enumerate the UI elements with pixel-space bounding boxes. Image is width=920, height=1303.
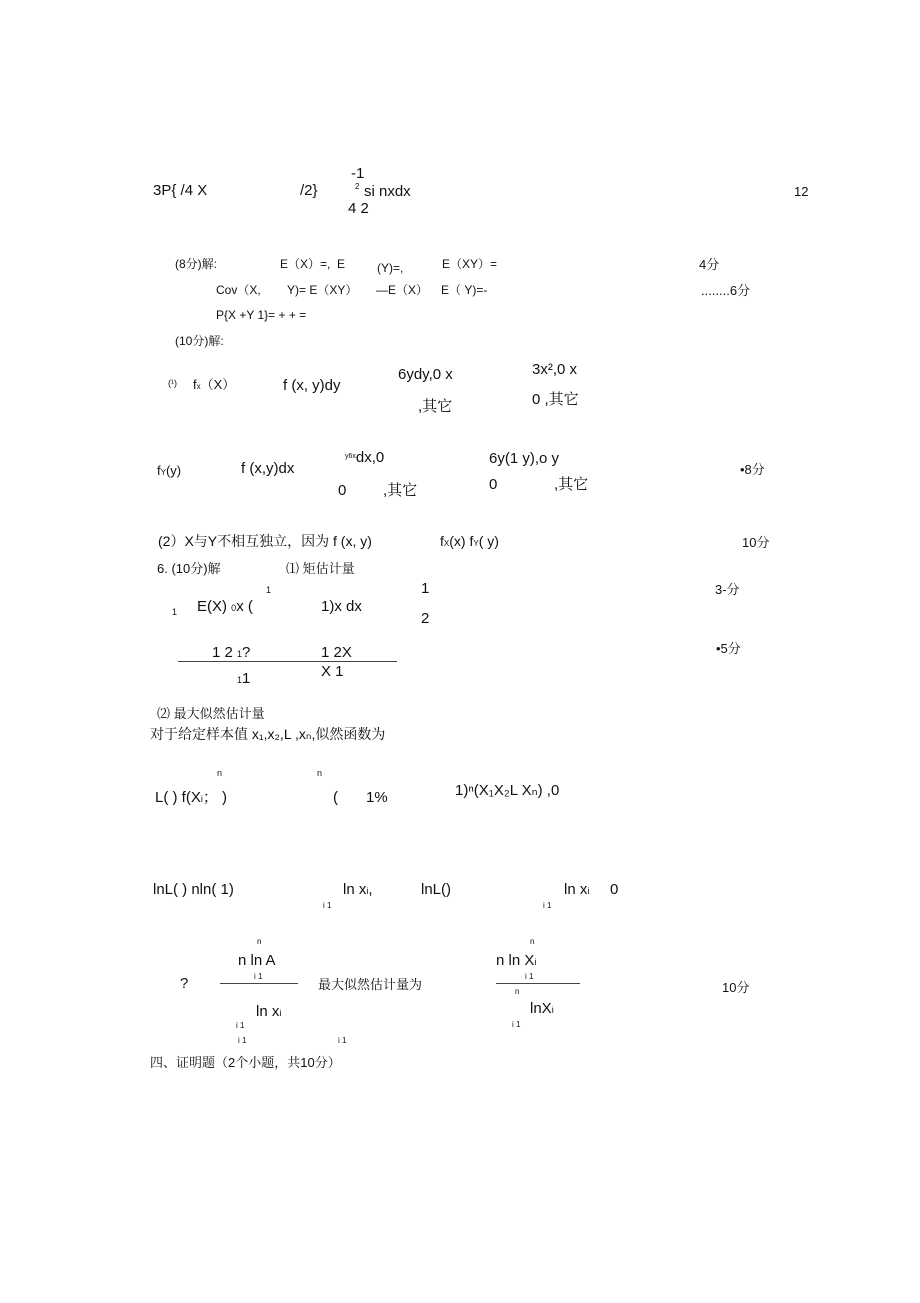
q6-likelihood-right: 1)ⁿ(X₁X₂L Xₙ) ,0: [455, 782, 560, 799]
section4-heading: 四、证明题（2个小题，共10分）: [150, 1055, 341, 1070]
q5-score2: ........6分: [701, 283, 751, 298]
q6-f1-idx: i 1: [254, 972, 263, 981]
fy-case1: $^{y6x}$dx,0: [345, 449, 385, 466]
q6-f1-num: n ln A: [238, 952, 276, 969]
part2-statement: (2）X与Y不相互独立，因为 f (x, y): [158, 533, 372, 549]
prob-expression-end: /2}: [300, 182, 318, 199]
fy-result2: ,其它: [554, 476, 589, 493]
q6-f2-idx: i 1: [525, 972, 534, 981]
q6-eq-den-right: X 1: [321, 663, 344, 680]
q6-eq-den-left: 11: [237, 670, 251, 687]
q6-lnx2-idx: i 1: [543, 901, 552, 910]
q6-eq-num-left: 1 2 1?: [212, 644, 251, 661]
q6-half-num: 1: [421, 580, 430, 597]
fy-label: fY(y): [157, 463, 182, 478]
q6-ex-expr-c: 1)x dx: [321, 598, 362, 615]
fy-case2-zero: 0: [338, 482, 347, 499]
fx-case2: ,其它: [418, 398, 453, 415]
q6-lnx1: ln xi,: [343, 881, 373, 898]
q6-f1-n: n: [257, 937, 262, 946]
q6-head: 6. (10分)解: [157, 561, 221, 576]
q6-half-den: 2: [421, 610, 430, 627]
q5-ey: (Y)=,: [377, 261, 404, 275]
qnext-score1: •8分: [740, 462, 765, 477]
q6-f2-bar: [496, 983, 580, 984]
q6-f2-den: lnXi: [530, 1000, 554, 1017]
q5-ex: E（X）=,: [280, 257, 331, 271]
q5-cov-b: Y)= E（XY）: [287, 283, 358, 297]
q6-f2-den-idx2: i 1: [338, 1036, 347, 1045]
q6-part1: ⑴ 矩估计量: [286, 561, 355, 576]
q6-n2: n: [317, 768, 323, 778]
qnext-score2: 10分: [742, 535, 770, 550]
fx-case1: 6ydy,0 x: [398, 366, 453, 383]
q6-score1: 3-分: [715, 582, 740, 597]
frac-numerator: -1: [351, 165, 365, 182]
q5-cov-a: Cov（X,: [216, 283, 261, 297]
q5-head: (8分)解:: [175, 257, 218, 271]
q6-lnL: lnL( ) nln( 1): [153, 881, 234, 898]
q6-sub1: 1: [172, 607, 178, 617]
q6-dlnL: lnL(): [421, 881, 452, 898]
fx-integral: f (x, y)dy: [283, 377, 341, 394]
q6-likelihood: L( ) f(Xi； ): [155, 789, 228, 806]
q5-ey-e: E: [337, 257, 346, 271]
fx-result2: 0 ,其它: [532, 391, 579, 408]
q6-sup1: 1: [266, 585, 272, 595]
q6-f1-bar: [220, 983, 298, 984]
exponent: 2: [355, 182, 360, 191]
part1-mark: (¹): [168, 378, 177, 388]
q5-pline: P{X +Y 1}= + + =: [216, 308, 307, 322]
q5-score1: 4分: [699, 257, 720, 272]
q6-f2-den-idx1: i 1: [512, 1020, 521, 1029]
q6-score3: 10分: [722, 980, 750, 995]
fx-result1: 3x²,0 x: [532, 361, 578, 378]
score: 12: [794, 184, 809, 199]
integrand: si nxdx: [364, 183, 411, 200]
q6-n1: n: [217, 768, 223, 778]
frac-denominator: 4 2: [348, 200, 369, 217]
q6-sample-text: 对于给定样本值 x₁,x₂,L ,xₙ,似然函数为: [150, 726, 386, 742]
fy-result2-zero: 0: [489, 476, 498, 493]
q6-estimator-symbol: ?: [180, 975, 189, 992]
q6-likelihood-paren: (: [333, 789, 338, 806]
q6-eq-num-right: 1 2X: [321, 644, 352, 661]
q6-f2-n2: n: [515, 987, 520, 996]
q6-lnx2: ln xi: [564, 881, 590, 898]
q5-exy: E（XY）=: [442, 257, 498, 271]
fy-case2: ,其它: [383, 482, 418, 499]
q6-f2-num: n ln Xi: [496, 952, 537, 969]
q6-f2-n: n: [530, 937, 535, 946]
q6-score2: •5分: [716, 641, 741, 656]
q6-part2: ⑵ 最大似然估计量: [157, 706, 265, 721]
q5-cov-d: E（ Y)=-: [441, 283, 488, 297]
q6-lnx2-zero: 0: [610, 881, 619, 898]
part2-rhs: fX(x) fY( y): [440, 533, 499, 549]
prob-expression: 3P{ /4 X: [153, 182, 208, 199]
fy-result1: 6y(1 y),o y: [489, 450, 560, 467]
q6-ex-expr: E(X) 0x (: [197, 598, 253, 615]
q6-fraction-bar: [178, 661, 397, 662]
qnext-head: (10分)解:: [175, 334, 224, 348]
q6-likelihood-pct: 1%: [366, 789, 388, 806]
fy-integral: f (x,y)dx: [241, 460, 295, 477]
q6-f1-den-idx2: i 1: [238, 1036, 247, 1045]
q6-mle-text: 最大似然估计量为: [318, 977, 423, 992]
q6-lnx1-idx: i 1: [323, 901, 332, 910]
fx-label: fx（X）: [193, 377, 236, 392]
q5-cov-c: —E（X）: [376, 283, 429, 297]
q6-f1-den: ln xi: [256, 1003, 282, 1020]
q6-f1-den-idx1: i 1: [236, 1021, 245, 1030]
